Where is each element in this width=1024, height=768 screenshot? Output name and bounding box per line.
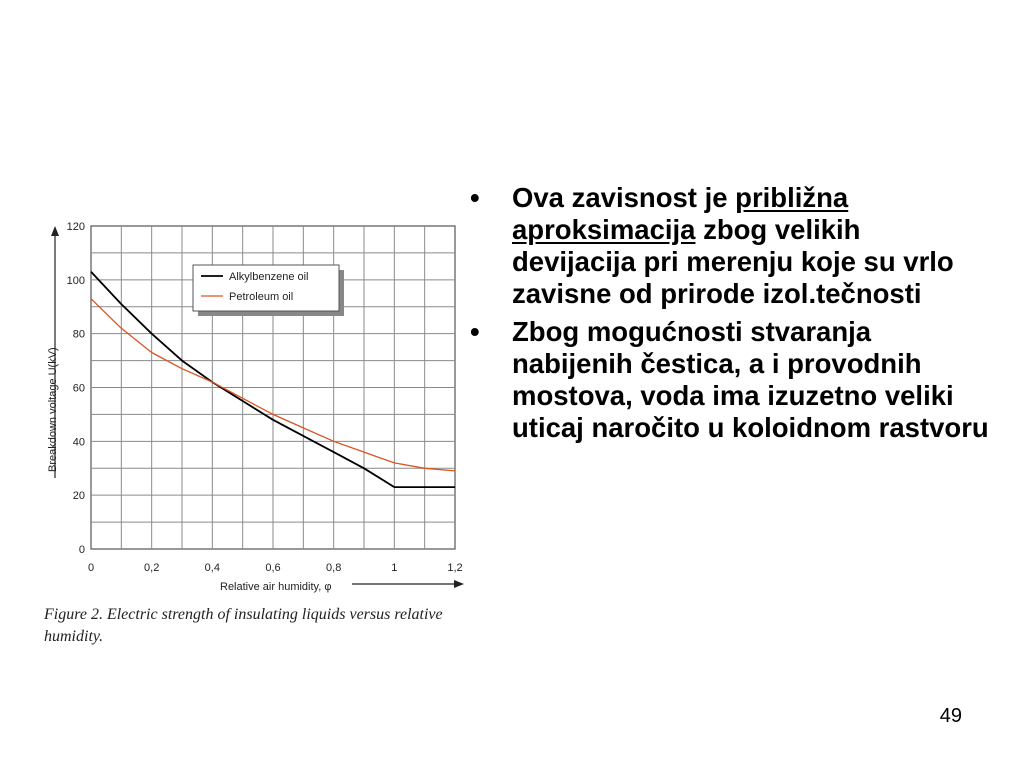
x-tick-label: 0,4: [204, 562, 220, 574]
y-tick-label: 120: [66, 221, 85, 233]
breakdown-voltage-chart: [0, 0, 480, 604]
legend-label-alkylbenzene-oil: Alkylbenzene oil: [229, 271, 309, 283]
x-tick-label: 1: [391, 562, 398, 574]
x-axis-arrowhead-icon: [454, 580, 464, 588]
legend-label-petroleum-oil: Petroleum oil: [229, 291, 294, 303]
bullet-2-text: Zbog mogućnosti stvaranja nabijenih čestica, a i provodnih mostova, voda ima izuzetno veliki uticaj naročito u koloidnom rastvoru: [512, 316, 989, 443]
x-tick-label: 0: [87, 562, 95, 574]
y-tick-label: 40: [72, 436, 85, 449]
bullet-1-text-start: Ova zavisnost je: [512, 182, 736, 213]
y-tick-label: 60: [72, 382, 85, 395]
bullet-item-1: [470, 182, 990, 310]
x-tick-label: 0,2: [144, 562, 160, 574]
bullet-1-underlined-text: približna aproksimacija: [512, 182, 849, 245]
bullet-item-2: [470, 316, 990, 444]
slide-number: 49: [939, 705, 962, 727]
bullet-1-text-end: zbog velikih devijacija pri merenju koje su vrlo zavisne od prirode izol.tečnosti: [512, 214, 954, 309]
bullet-dot-icon: •: [470, 182, 480, 213]
y-axis-label: Breakdown voltage U(kV): [47, 347, 59, 472]
bullet-list: [470, 182, 990, 450]
y-tick-label: 20: [72, 490, 85, 503]
x-tick-label: 1,2: [447, 562, 463, 574]
x-tick-label: 0,8: [326, 562, 342, 574]
y-tick-label: 0: [78, 544, 85, 556]
figure-caption: Figure 2. Electric strength of insulating liquids versus relative humidity.: [44, 606, 443, 645]
y-tick-label: 80: [72, 328, 85, 341]
y-tick-label: 100: [66, 274, 85, 287]
x-axis-label: Relative air humidity, φ: [220, 581, 332, 593]
y-axis-arrowhead-icon: [51, 226, 59, 236]
bullet-dot-icon: •: [470, 316, 480, 347]
x-tick-label: 0,6: [265, 562, 281, 574]
